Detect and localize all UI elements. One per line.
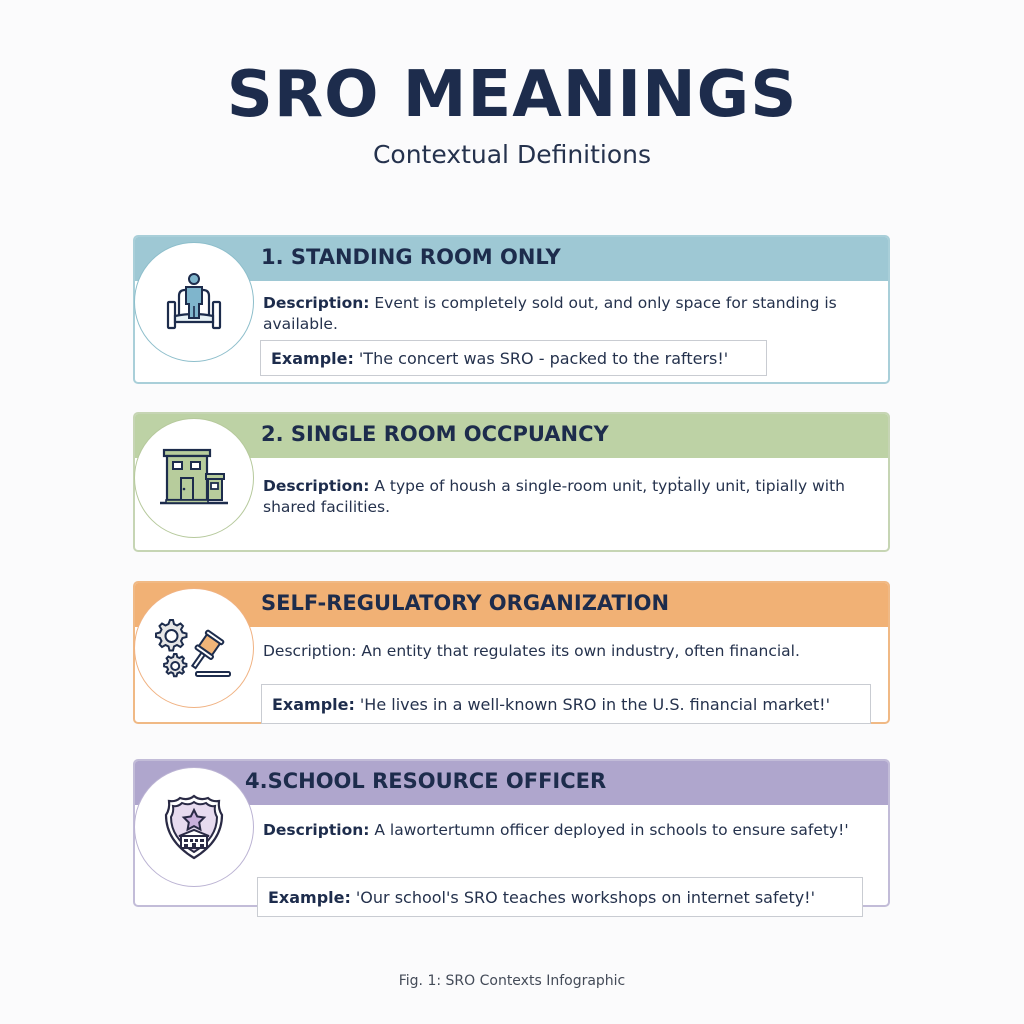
card-standing-room-only <box>133 235 890 384</box>
description-text: A type of housh a single-room unit, typṫally unit, tipially with shared facilities. <box>263 477 845 516</box>
card-description <box>263 476 872 518</box>
example-label: Example: <box>272 694 355 714</box>
card-self-regulatory-organization <box>133 581 890 724</box>
card-title: SELF-REGULATORY ORGANIZATION <box>261 591 670 615</box>
card-title: 2. SINGLE ROOM OCCPUANCY <box>261 422 609 446</box>
page-subtitle: Contextual Definitions <box>372 140 652 169</box>
gears-gavel-icon <box>134 588 254 708</box>
example-label: Example: <box>268 887 351 907</box>
card-description <box>263 293 872 335</box>
building-icon <box>134 418 254 538</box>
description-label: Description: <box>263 294 370 312</box>
police-badge-school-icon <box>134 767 254 887</box>
example-box <box>260 340 767 376</box>
description-text: A lawortertumn officer deployed in schools to ensure safety!' <box>369 821 849 839</box>
example-text: 'He lives in a well-known SRO in the U.S. financial market!' <box>359 694 830 714</box>
page-title: SRO MEANINGS <box>226 58 798 132</box>
description-text: Event is completely sold out, and only space for standing is available. <box>263 294 837 333</box>
example-box <box>261 684 871 724</box>
card-title: 1. STANDING ROOM ONLY <box>261 245 561 269</box>
description-text: Description: An entity that regulates its own industry, often financial. <box>263 642 800 660</box>
example-text: 'The concert was SRO - packed to the rafters!' <box>358 348 729 368</box>
card-single-room-occupancy <box>133 412 890 552</box>
card-title: 4.SCHOOL RESOURCE OFFICER <box>245 769 607 793</box>
person-standing-icon <box>134 242 254 362</box>
description-label: Description: <box>263 821 370 839</box>
example-text: 'Our school's SRO teaches workshops on internet safety!' <box>355 887 815 907</box>
example-box <box>257 877 863 917</box>
card-header <box>135 237 888 281</box>
card-description <box>263 641 872 662</box>
example-label: Example: <box>271 348 354 368</box>
card-header <box>135 761 888 805</box>
card-header <box>135 583 888 627</box>
description-label: Description: <box>263 477 370 495</box>
card-description <box>263 820 872 841</box>
card-school-resource-officer <box>133 759 890 907</box>
figure-caption: Fig. 1: SRO Contexts Infographic <box>398 973 626 989</box>
